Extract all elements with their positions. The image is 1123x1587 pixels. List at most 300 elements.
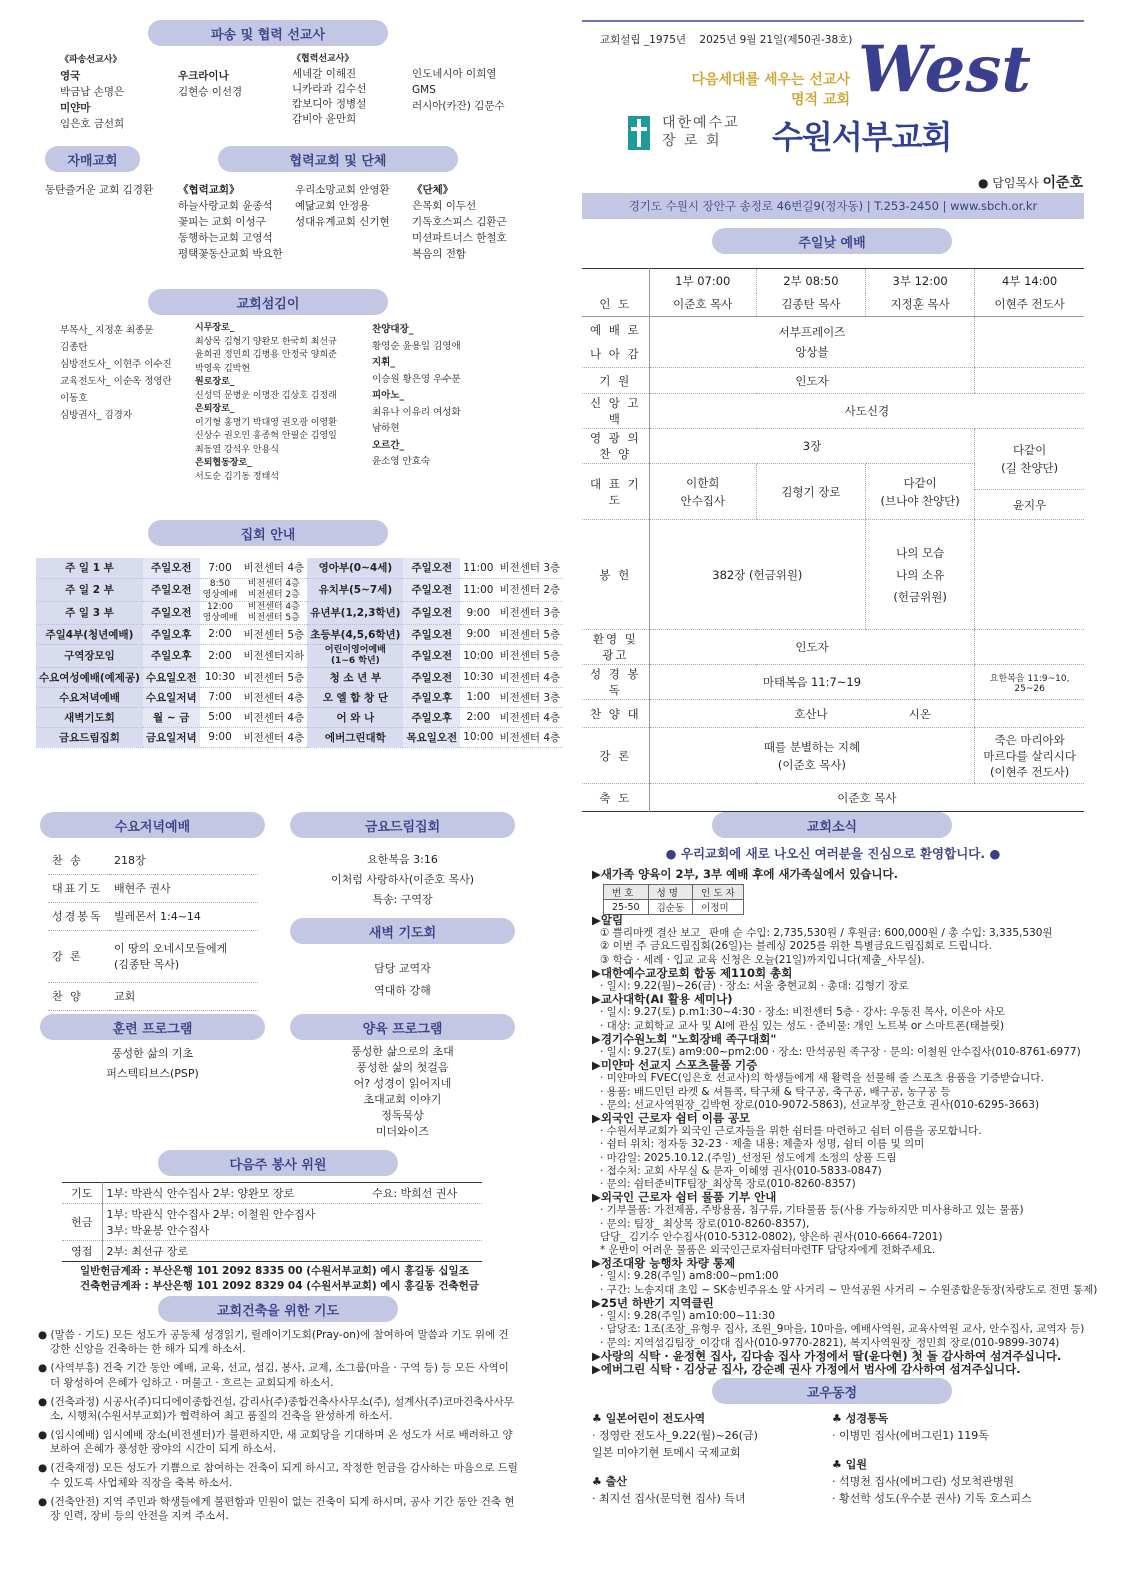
coop-church-line: 은목회 이두선 [412, 200, 477, 212]
praise-4a: 다같이 [1012, 443, 1047, 457]
coop-header: 《협력선교사》 [292, 54, 354, 64]
wed-label: 성경봉독 [48, 902, 110, 930]
label-choir: 찬 양 대 [582, 700, 649, 728]
servant-names: 1부: 박관식 안수집사 2부: 양완모 장로 [102, 1183, 368, 1204]
label-call: 예 배 로 [590, 323, 641, 337]
gathering-cell: 주일오후 [403, 707, 460, 727]
gathering-cell: 9:00 [460, 601, 496, 624]
denom-line2: 장 로 회 [662, 133, 722, 149]
gathering-cell: 10:00 [460, 644, 496, 667]
alumni-d-title: ♣ 입원 [832, 1458, 867, 1471]
missions-col2 [178, 68, 242, 100]
build-title: 교회건축을 위한 기도 [158, 1296, 398, 1322]
missions-title: 파송 및 협력 선교사 [148, 20, 388, 46]
creed: 사도신경 [649, 394, 1084, 429]
coop-church-line: 《협력교회》 [178, 184, 240, 196]
masthead-meta [600, 32, 852, 47]
nc-head-name: 성 명 [648, 885, 693, 900]
prayer-3b: (브나야 찬양단) [880, 493, 960, 508]
label-praise: 영 광 의 찬 양 [582, 429, 649, 464]
coop-church-line: 복음의 전함 [412, 248, 467, 260]
gathering-cell: 주일4부(청년예배) [36, 624, 143, 644]
training-lines [40, 1044, 265, 1084]
servant-line: 심방전도사_ 이현주 이수진 [60, 359, 172, 370]
nurture-line: 초대교회 이야기 [363, 1093, 442, 1106]
gathering-cell: 비전센터 4층 [496, 667, 563, 687]
wed-value: 배현주 권사 [110, 874, 258, 902]
news-item: · 문의: 쉼터준비TF팀장_최상목 장로(010-8260-8357) [600, 1178, 856, 1191]
announce: 인도자 [649, 630, 975, 665]
news-item: · 문의: 팀장_ 최상목 장로(010-8260-8357), [600, 1217, 810, 1230]
gathering-cell: 비전센터 4층 비전센터 2층 [240, 578, 307, 601]
mission-line: 인도네시아 이희열 [412, 68, 497, 80]
gathering-row [36, 624, 563, 644]
news-item: * 운반이 어려운 물품은 외국인근로자쉼터마련TF 담당자에게 전화주세요. [600, 1244, 936, 1257]
gathering-cell: 수요저녁예배 [36, 687, 143, 707]
prayer-1: 이한희 [686, 475, 720, 490]
gathering-cell: 새벽기도회 [36, 707, 143, 727]
nurture-line: 미더와이즈 [375, 1125, 430, 1138]
coop-church-line: 예닮교회 안정용 [295, 200, 370, 212]
gathering-row [36, 727, 563, 747]
offering-3b: 나의 소유 [896, 567, 945, 582]
news-item: · 수원서부교회가 외국인 근로자들을 위한 쉼터를 마련하고 쉼터 이름을 공모합니다. [600, 1125, 982, 1138]
news-heading: ▶미얀마 선교지 스포츠물품 기증 [592, 1058, 758, 1073]
prayer-3: 다같이 [903, 475, 937, 490]
news-list [592, 913, 1098, 1376]
service-4: 4부 14:00 [975, 269, 1084, 293]
news-item: · 미얀마의 FVEC(임은호 선교사)의 학생들에게 새 활력을 선물해 줄 스포츠 용품을 기증받습니다. [600, 1072, 1044, 1085]
gathering-cell: 7:00 [200, 558, 241, 578]
alumni-c-title: ♣ 성경통독 [832, 1412, 889, 1425]
alumni-line: · 석명천 집사(에버그린) 성모척관병원 [832, 1475, 1014, 1488]
servant-line: 은퇴장로_ [195, 404, 235, 414]
coop-church-line: 미션파트너스 한철호 [412, 232, 507, 244]
gathering-cell: 주일오전 [403, 601, 460, 624]
servant-role: 헌금 [62, 1204, 102, 1241]
servant-names: 2부: 최선규 장로 [102, 1241, 368, 1262]
wed-label: 대표기도 [48, 874, 110, 902]
servant-line: 이동호 [60, 393, 88, 404]
service-1: 1부 07:00 [649, 269, 756, 293]
coop-church-col2 [295, 182, 390, 230]
label-sermon: 강 론 [582, 728, 649, 784]
wed-value: 교회 [110, 982, 258, 1010]
label-preside: 인 도 [582, 293, 649, 317]
servant-line: 최상목 김형기 양완모 한국희 최선규 [195, 336, 337, 347]
sermon-by: (이준호 목사) [777, 757, 847, 772]
gathering-cell: 청 소 년 부 [307, 667, 403, 687]
gathering-cell: 주일오후 [143, 624, 200, 644]
fri-line: 특송: 구역장 [372, 893, 433, 906]
servant-line: 심방권사_ 김경자 [60, 410, 133, 421]
gathering-cell: 금요일저녁 [143, 727, 200, 747]
mission-line: 임은호 금선희 [60, 118, 125, 130]
wed-label: 찬 송 [48, 846, 110, 874]
west-logo: West [858, 32, 1031, 107]
prayer-2: 김형기 장로 [756, 464, 865, 520]
denom-line1: 대한예수교 [662, 115, 740, 131]
servant-line: 은퇴협동장로_ [195, 458, 252, 468]
pastor: ● 담임목사 이준호 [978, 175, 1084, 191]
preside-2: 김종탄 목사 [756, 293, 865, 317]
newcomer-note: ▶새가족 양육이 2부, 3부 예배 후에 새가족실에서 있습니다. [592, 867, 899, 881]
gathering-cell: 비전센터 5층 [240, 667, 307, 687]
gathering-cell: 5:00 [200, 707, 241, 727]
fri-line: 이처럼 사랑하사(이준호 목사) [330, 873, 475, 886]
gathering-cell: 수요일오전 [143, 667, 200, 687]
address-bar: 경기도 수원시 장안구 송정로 46번길9(정자동) | T.253-2450 | www.sbch.or.kr [582, 193, 1084, 219]
news-item: · 문의: 지역섬김팀장_이강대 집사(010-9770-2821), 복지사역원장_정민희 장로(010-9899-3074) [600, 1336, 1060, 1349]
servant-line: 피아노_ [372, 390, 405, 401]
alumni-title: 교우동정 [712, 1378, 952, 1404]
news-item: · 일시: 9.22(월)~26(금) · 장소: 서울 충현교회 · 총대: 김형기 장로 [600, 980, 909, 993]
gathering-cell: 목요일오전 [403, 727, 460, 747]
preside-4: 이현주 전도사 [975, 293, 1084, 317]
sent-header: 《파송선교사》 [60, 55, 122, 65]
servant-line: 박영욱 김박현 [195, 363, 251, 374]
news-item: · 일시: 9.28(주일) am8:00~pm1:00 [600, 1270, 779, 1283]
build-prayer-item: ● (임시예배) 임시예배 장소(비전센터)가 불편하지만, 새 교회당을 기대하며 온 성도가 서로 배려하고 양보하여 은혜가 풍성한 광야의 시간이 되게 하소서. [38, 1429, 513, 1456]
wed-row [48, 982, 258, 1010]
gathering-cell: 주일오후 [143, 644, 200, 667]
praise: 3장 [649, 429, 975, 464]
gathering-row [36, 667, 563, 687]
gathering-cell: 구역장모임 [36, 644, 143, 667]
offering: 382장 (헌금위원) [649, 520, 865, 630]
build-prayers [38, 1328, 518, 1528]
wed-row [48, 874, 258, 902]
gathering-cell: 9:00 [200, 727, 241, 747]
gathering-cell: 10:00 [460, 727, 496, 747]
sister-text: 동탄즐거운 교회 김경환 [45, 184, 154, 196]
gathering-row [36, 707, 563, 727]
servants-title: 교회섬김이 [148, 289, 388, 315]
pastor-label: 담임목사 [992, 176, 1039, 190]
gathering-cell: 유치부(5~7세) [307, 578, 403, 601]
gathering-cell: 2:00 [200, 624, 241, 644]
gathering-cell: 주일오전 [143, 601, 200, 624]
gathering-cell: 비전센터 4층 [496, 727, 563, 747]
news-heading: ▶사랑의 식탁 · 윤정현 집사, 김다솜 집사 가정에서 딸(윤다현) 첫 돌 감사하여 섬겨주십니다. [592, 1348, 1062, 1363]
label-prayer: 대 표 기 도 [582, 464, 649, 520]
wed-label: 찬 양 [48, 982, 110, 1010]
nurture-line: 어? 성경이 읽어지네 [353, 1077, 452, 1090]
label-creed: 신 앙 고 백 [582, 394, 649, 429]
nurture-title: 양육 프로그램 [290, 1014, 515, 1040]
alumni-line: · 최지선 집사(문덕현 집사) 득녀 [592, 1492, 746, 1505]
newcomer-table [603, 884, 744, 915]
coop-church-line: 동행하는교회 고영석 [178, 232, 273, 244]
mission-line: GMS [412, 84, 436, 96]
servants-col3 [372, 322, 461, 471]
gatherings-table [36, 558, 563, 748]
next-table [62, 1182, 482, 1262]
offering-3c: (헌금위원) [893, 589, 947, 604]
coop-church-line: 성대유계교회 신기현 [295, 216, 390, 228]
news-heading: ▶교사대학(AI 활용 세미나) [592, 992, 733, 1007]
worship-title: 주일낮 예배 [712, 228, 952, 254]
build-prayer-item: ● (말씀 · 기도) 모든 성도가 공동체 성경읽기, 릴레이기도회(Pray-on)에 참여하여 말씀과 기도 위에 건강한 신앙을 건축하는 한 해가 되게 하소서. [38, 1329, 509, 1356]
dawn-line: 역대하 강해 [374, 984, 431, 997]
offering-3a: 나의 모습 [896, 545, 945, 560]
build-prayer-item: ● (사역부흥) 건축 기간 동안 예배, 교육, 선교, 섬김, 봉사, 교제, 소그룹(마을 · 구역 등) 등 모든 사역이 더 왕성하여 은혜가 임하고 · 머물고 · 흐르는 교회되게 하소서. [38, 1362, 509, 1389]
preside-3: 지정훈 목사 [866, 293, 975, 317]
gathering-cell: 주 일 2 부 [36, 578, 143, 601]
gathering-cell: 12:00 영상예배 [200, 601, 241, 624]
alumni-a-title: ♣ 일본어린이 전도사역 [592, 1412, 706, 1425]
gathering-cell: 주일오전 [403, 578, 460, 601]
founded: 교회설립 _1975년 [600, 34, 687, 46]
servant-line: 시무장로_ [195, 323, 235, 333]
gathering-cell: 비전센터 4층 [240, 687, 307, 707]
news-item: · 접수처: 교회 사무실 & 문자_이혜영 권사(010-5833-0847) [600, 1164, 882, 1177]
wed-title: 수요저녁예배 [40, 812, 265, 838]
wed-row [48, 930, 258, 982]
servant-line: 김종탄 [60, 342, 88, 353]
service-3: 3부 12:00 [866, 269, 975, 293]
servant-extra [368, 1204, 482, 1241]
pastor-name: 이준호 [1042, 175, 1084, 191]
gathering-cell: 주일오전 [143, 558, 200, 578]
gathering-cell: 주일오전 [143, 578, 200, 601]
gathering-cell: 주일오전 [403, 624, 460, 644]
denomination [662, 114, 740, 150]
mission-line: 니카라과 김수선 [292, 83, 367, 95]
alumni-line: 일본 미야기현 토메시 국제교회 [592, 1446, 741, 1459]
alumni-line: · 이병민 집사(에버그린1) 119독 [832, 1429, 989, 1442]
gathering-row [36, 687, 563, 707]
news-item: · 기부물품: 가전제품, 주방용품, 침구류, 기타물품 등(사용 가능하지만 미사용하고 있는 물품) [600, 1204, 1024, 1217]
gathering-cell: 비전센터 4층 [240, 707, 307, 727]
servant-line: 남하현 [372, 423, 400, 434]
gatherings-title: 집회 안내 [148, 520, 388, 546]
welcome-text: ● 우리교회에 새로 나오신 여러분을 진심으로 환영합니다. ● [665, 846, 1001, 861]
gathering-row [36, 558, 563, 578]
gathering-cell: 영아부(0~4세) [307, 558, 403, 578]
coop-church-line: 평택꽃동산교회 박요한 [178, 248, 283, 260]
mission-line: 캄보디아 정병설 [292, 98, 367, 110]
mission-line: 우크라이나 [178, 70, 229, 82]
gathering-cell: 비전센터 4층 [496, 707, 563, 727]
wed-row [48, 846, 258, 874]
label-offering: 봉 헌 [582, 520, 649, 630]
coop-church-line: 하늘사랑교회 윤종석 [178, 200, 273, 212]
choir-3: 시온 [866, 700, 975, 728]
news-heading: ▶정조대왕 능행차 차량 통제 [592, 1256, 736, 1271]
nurture-line: 풍성한 삶으로의 초대 [351, 1045, 454, 1058]
servant-line: 원로장로_ [195, 377, 235, 387]
gathering-cell: 수요일저녁 [143, 687, 200, 707]
news-item: · 일시: 9.28(주일) am10:00~11:30 [600, 1310, 776, 1323]
label-reading: 성 경 봉 독 [582, 665, 649, 700]
next-title: 다음주 봉사 위원 [158, 1150, 398, 1176]
cross-icon [628, 116, 650, 150]
gathering-cell: 비전센터 4층 [240, 558, 307, 578]
gathering-cell: 주 일 1 부 [36, 558, 143, 578]
gathering-cell: 금요드림집회 [36, 727, 143, 747]
servant-line: 지휘_ [372, 357, 396, 368]
servant-line: 찬양대장_ [372, 324, 414, 335]
missions-col4 [412, 66, 505, 114]
prayer-4: 윤지우 [975, 490, 1084, 520]
news-heading: ▶대한예수교장로회 합동 제110회 총회 [592, 965, 793, 980]
news-item: · 마감일: 2025.10.12.(주일)_선정된 성도에게 소정의 상품 드림 [600, 1151, 897, 1164]
coop-church-col3 [412, 182, 507, 262]
news-item: · 용품: 배드민턴 라켓 & 셔틀콕, 탁구채 & 탁구공, 축구공, 배구공, 농구공 등 [600, 1085, 951, 1098]
gathering-row [36, 644, 563, 667]
wed-table [48, 846, 258, 1011]
servant-line: 신상수 권오민 홍종혁 안필순 김영일 [195, 431, 337, 441]
nc-head-no: 번 호 [604, 885, 649, 900]
coop-church-line: 우리소망교회 안영환 [295, 184, 390, 196]
servant-extra [368, 1241, 482, 1262]
servant-names: 1부: 박관식 안수집사 2부: 이철원 안수집사 3부: 박윤봉 안수집사 [102, 1204, 368, 1241]
servants-col2 [195, 322, 337, 484]
missions-coop [292, 52, 366, 127]
alumni-line: · 정영란 전도사_9.22(월)~26(금) [592, 1429, 758, 1442]
servant-row [62, 1204, 482, 1241]
training-line: 풍성한 삶의 기초 [111, 1047, 194, 1060]
alumni-c [832, 1410, 1032, 1507]
build-prayer-item: ● (건축안전) 지역 주민과 학생들에게 불편함과 민원이 없는 건축이 되게 하시며, 공사 기간 동안 건축 현장 인력, 장비 등의 안전을 지켜 주소서. [38, 1495, 515, 1522]
fri-line: 요한복음 3:16 [367, 853, 438, 866]
gathering-cell: 오 엘 합 창 단 [307, 687, 403, 707]
fri-title: 금요드림집회 [290, 812, 515, 838]
label-call2: 나 아 감 [590, 347, 641, 361]
mission-line: 러시아(카잔) 김문수 [412, 100, 505, 112]
gathering-cell: 비전센터지하 [240, 644, 307, 667]
sermon-4b: 마르다를 살리시다 [983, 748, 1076, 763]
gathering-cell: 초등부(4,5,6학년) [307, 624, 403, 644]
gathering-cell: 11:00 [460, 578, 496, 601]
news-item: ② 이번 주 금요드림집회(26일)는 블레싱 2025를 위한 특별금요드림집회로 드립니다. [600, 940, 993, 953]
coop-church-title: 협력교회 및 단체 [218, 146, 458, 172]
label-invocation: 기 원 [582, 368, 649, 394]
invocation: 인도자 [649, 368, 975, 394]
build-prayer-item: ● (건축재정) 모든 성도가 기쁨으로 참여하는 건축이 되게 하시고, 작정한 헌금을 감사하는 마음으로 드릴 수 있도록 사업체와 직장을 축복 하소서. [38, 1462, 518, 1489]
news-item: · 문의: 선교사역원장_김박현 장로(010-9072-5863), 선교부장_한근호 권사(010-6295-3663) [600, 1098, 1040, 1111]
label-announce: 환영 및 광고 [582, 630, 649, 665]
gathering-cell: 비전센터 5층 [240, 624, 307, 644]
gathering-cell: 주일오후 [403, 687, 460, 707]
gathering-cell: 주 일 3 부 [36, 601, 143, 624]
coop-church-col1 [178, 182, 283, 262]
news-item: · 대상: 교회학교 교사 및 AI에 관심 있는 성도 · 준비물: 개인 노트북 or 스마트폰(태블릿) [600, 1019, 1005, 1032]
servant-role: 영접 [62, 1241, 102, 1262]
servant-row [62, 1241, 482, 1262]
coop-church-line: 기독호스피스 김환근 [412, 216, 507, 228]
gathering-cell: 10:30 [460, 667, 496, 687]
gathering-cell: 비전센터 3층 [496, 687, 563, 707]
mission-line: 미얀마 [60, 102, 91, 114]
news-item: ③ 학습 · 세례 · 입교 교육 신청은 오늘(21일)까지입니다(제출_사무실). [600, 953, 925, 966]
servant-line: 윤희권 정민희 김병용 안정국 양희준 [195, 350, 337, 360]
mission-line: 감비아 윤만희 [292, 113, 357, 125]
mission-line: 세네갈 이해진 [292, 68, 357, 80]
wed-row [48, 902, 258, 930]
call-to-worship: 서부프레이즈 [778, 325, 846, 339]
news-item: 담당_ 김기수 안수집사(010-5312-0802), 양은하 권사(010-6664-7201) [600, 1230, 943, 1243]
nurture-lines [290, 1044, 515, 1140]
gathering-cell: 비전센터 5층 [496, 624, 563, 644]
servant-line: 오르간_ [372, 439, 405, 451]
servant-line: 윤소영 안효숙 [372, 456, 431, 467]
gathering-cell: 주일오전 [403, 667, 460, 687]
gathering-cell: 2:00 [200, 644, 241, 667]
gathering-cell: 주일오전 [403, 558, 460, 578]
reading-4: 요한복음 11:9~10, 25~26 [975, 665, 1084, 700]
news-heading: ▶25년 하반기 지역클린 [592, 1295, 714, 1310]
gathering-cell: 어린이영어예배 (1~6 학년) [307, 644, 403, 667]
gathering-cell: 주일오전 [403, 644, 460, 667]
servant-line: 최동열 강석우 안용식 [195, 444, 279, 455]
wed-label: 강 론 [48, 930, 110, 982]
gathering-cell: 10:30 [200, 667, 241, 687]
reading: 마태복음 11:7~19 [649, 665, 975, 700]
prayer-1b: 안수집사 [680, 493, 725, 508]
accounts [80, 1264, 479, 1294]
gathering-cell: 11:00 [460, 558, 496, 578]
gathering-row [36, 601, 563, 624]
dawn-line: 담당 교역자 [374, 962, 431, 975]
gathering-cell: 8:50 영상예배 [200, 578, 241, 601]
dawn-lines [290, 958, 515, 1002]
news-heading: ▶경기수원노회 "노회장배 족구대회" [592, 1031, 777, 1046]
sermon-4c: (이현주 전도사) [989, 764, 1070, 779]
account-building: 건축헌금계좌 : 부산은행 101 2092 8329 04 (수원서부교회) 예시 홍길동 건축헌금 [80, 1280, 479, 1292]
news-title: 교회소식 [712, 812, 952, 838]
build-prayer-item: ● (건축과정) 시공사(주)디디에이종합건설, 감리사(주)종합건축사사무소(주), 설계사(주)코마건축사사무소, 시행처(수원서부교회)가 협력하여 최고 품질의 건축을 완성하게 하소서. [38, 1395, 514, 1422]
gathering-cell: 월 ~ 금 [143, 707, 200, 727]
gathering-cell: 유년부(1,2,3학년) [307, 601, 403, 624]
news-item: ① 쁠리마켓 결산 보고_ 판매 순 수입: 2,735,530원 / 후원금: 600,000원 / 총 수입: 3,335,530원 [600, 927, 1053, 940]
news-heading: ▶에버그린 식탁 · 김상균 집사, 강순례 권사 가정에서 범사에 감사하여 섬겨주십니다. [592, 1361, 1021, 1376]
alumni-line: · 황선학 성도(우수분 권사) 기독 호스피스 [832, 1492, 1032, 1505]
dawn-title: 새벽 기도회 [290, 918, 515, 944]
servant-line: 최유나 이유리 여성화 [372, 406, 461, 418]
gathering-cell: 비전센터 3층 [496, 601, 563, 624]
news-heading: ▶외국인 근로자 쉼터 물품 기부 안내 [592, 1190, 777, 1205]
sister-title: 자매교회 [45, 146, 140, 172]
servant-line: 서도순 김기동 정태석 [195, 471, 279, 482]
sermon-4a: 죽은 마리아와 [994, 732, 1065, 747]
issue-date: 2025년 9월 21일(제50권-38호) [699, 34, 853, 46]
mission-line: 박금남 손명은 [60, 86, 125, 98]
gathering-cell: 비전센터 5층 [496, 644, 563, 667]
nc-name: 김순동 [648, 900, 693, 915]
masthead-rule [582, 20, 1084, 22]
servant-role: 기도 [62, 1183, 102, 1204]
gathering-row [36, 578, 563, 601]
mission-line: 영국 [60, 70, 81, 82]
service-2: 2부 08:50 [756, 269, 865, 293]
news-heading: ▶알림 [592, 913, 624, 927]
preside-1: 이준호 목사 [649, 293, 756, 317]
alumni-a [592, 1410, 758, 1507]
slogan: 다음세대를 세우는 선교사명적 교회 [691, 72, 850, 108]
training-line: 퍼스텍티브스(PSP) [106, 1067, 199, 1080]
gathering-cell: 7:00 [200, 687, 241, 707]
nurture-line: 풍성한 삶의 첫걸음 [356, 1061, 449, 1074]
label-benediction: 축 도 [582, 784, 649, 812]
servant-line: 교육전도사_ 이순옥 정영란 [60, 376, 172, 387]
fri-lines [290, 850, 515, 910]
servant-line: 신성덕 문병운 이명잔 김상호 김정래 [195, 390, 337, 401]
servant-extra: 수요: 박희선 권사 [368, 1183, 482, 1204]
gathering-cell: 비전센터 4층 [240, 727, 307, 747]
wed-value: 이 땅의 오네시모들에게 (김종탄 목사) [110, 930, 258, 982]
